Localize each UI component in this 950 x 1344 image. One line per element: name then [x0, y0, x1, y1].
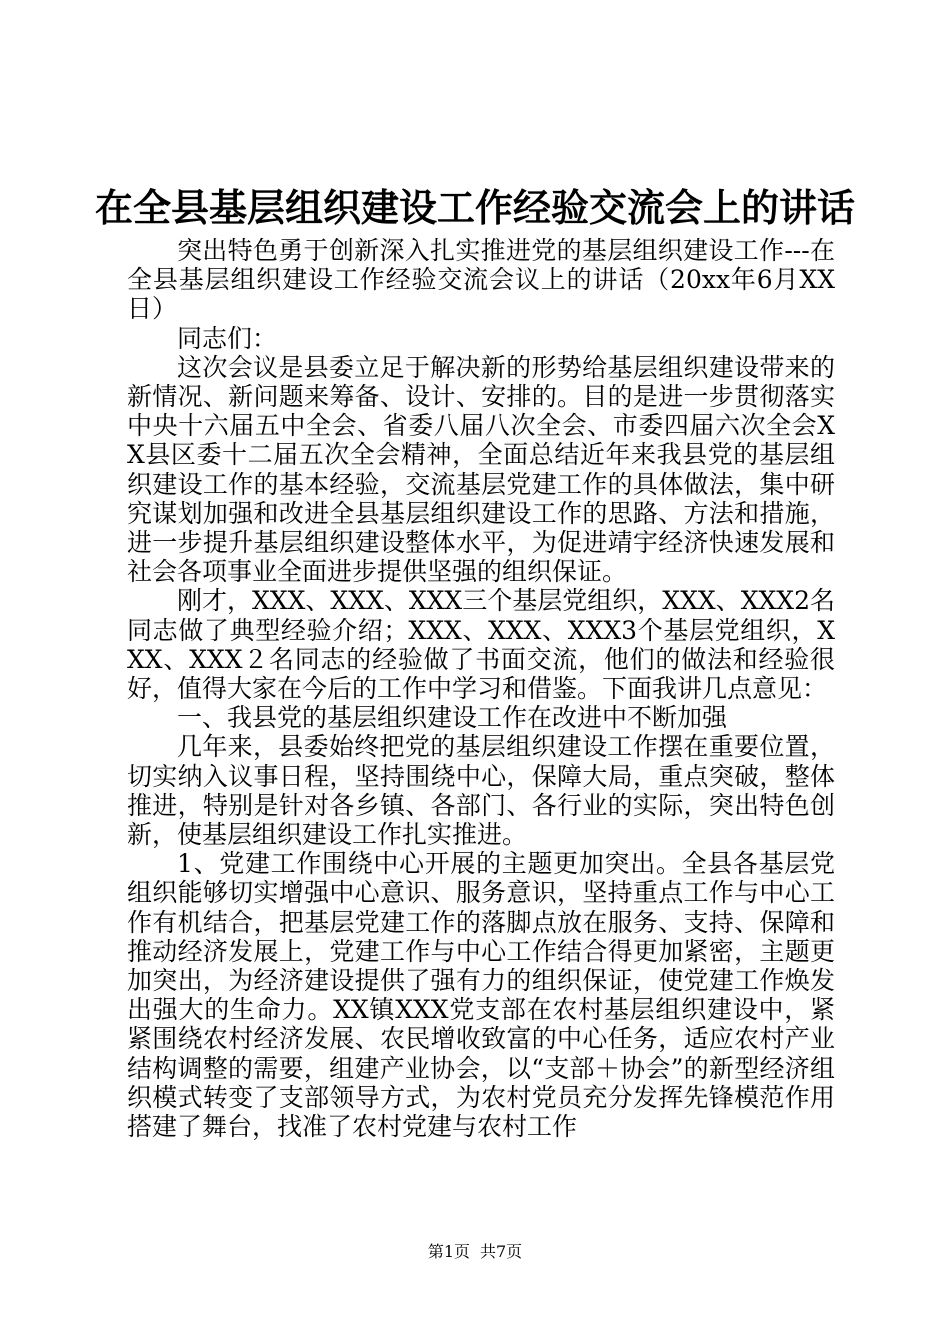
paragraph-experience-exchange: 刚才，XXX、XXX、XXX三个基层党组织，XXX、XXX2名同志做了典型经验介绍；XXX、XXX、XXX3个基层党组织，XXX、XXX２名同志的经验做了书面交流，他们的做法和经验很好，值得大家在今后的工作中学习和借鉴。下面我讲几点意见：	[127, 586, 835, 704]
page-number: 第1页	[427, 1242, 470, 1261]
page-footer	[0, 1242, 950, 1262]
paragraph-subtitle: 突出特色勇于创新深入扎实推进党的基层组织建设工作---在全县基层组织建设工作经验交流会议上的讲话（20xx年6月XX日）	[127, 236, 835, 324]
paragraph-section-intro: 几年来，县委始终把党的基层组织建设工作摆在重要位置，切实纳入议事日程，坚持围绕中心，保障大局，重点突破，整体推进，特别是针对各乡镇、各部门、各行业的实际，突出特色创新，使基层组织建设工作扎实推进。	[127, 732, 835, 850]
paragraph-meeting-purpose: 这次会议是县委立足于解决新的形势给基层组织建设带来的新情况、新问题来筹备、设计、安排的。目的是进一步贯彻落实中央十六届五中全会、省委八届八次全会、市委四届六次全会XX县区委十二届五次全会精神，全面总结近年来我县党的基层组织建设工作的基本经验，交流基层党建工作的具体做法，集中研究谋划加强和改进全县基层组织建设工作的思路、方法和措施，进一步提升基层组织建设整体水平，为促进靖宇经济快速发展和社会各项事业全面进步提供坚强的组织保证。	[127, 352, 835, 587]
document-title: 在全县基层组织建设工作经验交流会上的讲话	[94, 185, 855, 230]
paragraph-point-1: 1、党建工作围绕中心开展的主题更加突出。全县各基层党组织能够切实增强中心意识、服务意识，坚持重点工作与中心工作有机结合，把基层党建工作的落脚点放在服务、支持、保障和推动经济发展上，党建工作与中心工作结合得更加紧密，主题更加突出，为经济建设提供了强有力的组织保证，使党建工作焕发出强大的生命力。XX镇XXX党支部在农村基层组织建设中，紧紧围绕农村经济发展、农民增收致富的中心任务，适应农村产业结构调整的需要，组建产业协会，以“支部＋协会”的新型经济组织模式转变了支部领导方式，为农村党员充分发挥先锋模范作用搭建了舞台，找准了农村党建与农村工作	[127, 849, 835, 1142]
paragraph-salutation: 同志们：	[177, 323, 278, 353]
page-total: 共7页	[480, 1242, 523, 1261]
section-heading-1: 一、我县党的基层组织建设工作在改进中不断加强	[177, 703, 728, 733]
document-body	[127, 236, 835, 1141]
